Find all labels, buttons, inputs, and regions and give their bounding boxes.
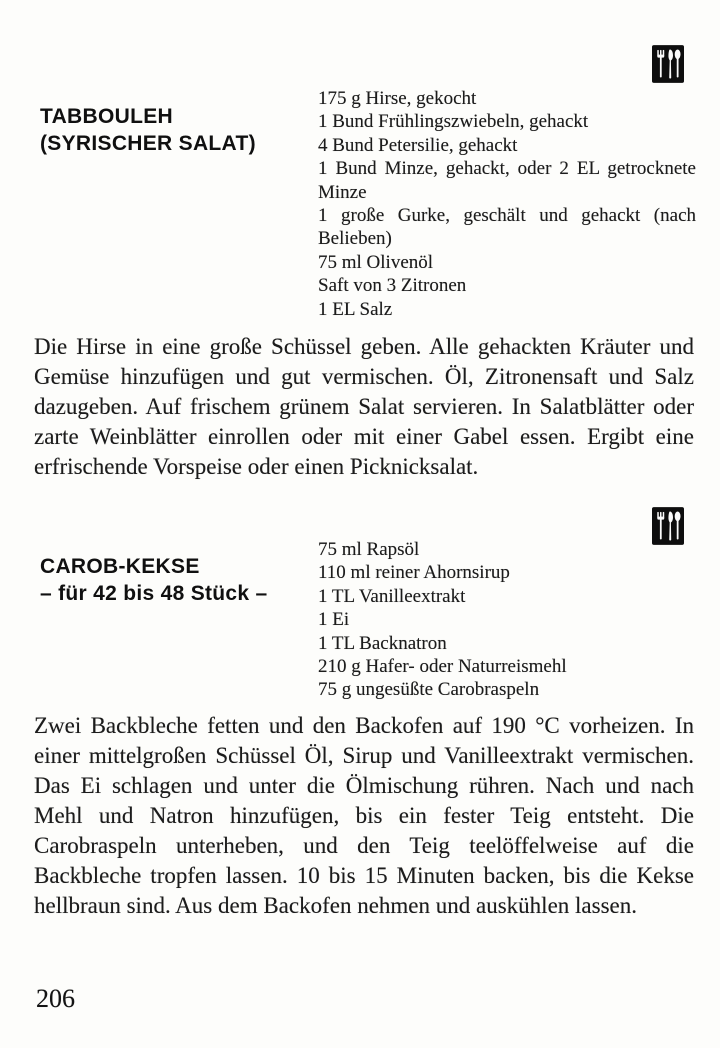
ingredient-item: 1 TL Backnatron — [318, 632, 447, 654]
ingredients-list — [318, 538, 696, 702]
recipe-title-carob-kekse — [40, 553, 312, 607]
ingredient-item: 210 g Hafer- oder Naturreismehl — [318, 656, 567, 678]
ingredient-item: 175 g Hirse, gekocht — [318, 88, 477, 109]
ingredient-item: 75 ml Olivenöl — [318, 251, 434, 273]
ingredient-item: 1 große Gurke, geschält und gehackt (nach Belieben) — [318, 205, 696, 250]
recipe-title-line: TABBOULEH — [40, 105, 173, 129]
recipe-title-line: CAROB-KEKSE — [40, 555, 200, 579]
ingredient-item: 4 Bund Petersilie, gehackt — [318, 134, 518, 156]
ingredient-item: 75 ml Rapsöl — [318, 539, 420, 560]
ingredient-item: Saft von 3 Zitronen — [318, 275, 467, 297]
recipe-instructions: Zwei Backbleche fetten und den Backofen auf 190 °C vorheizen. In einer mittelgroßen Schüssel Öl, Sirup und Vanilleextrakt vermischen. Das Ei schlagen und unter die Ölmischung rühren. Nach und nach Mehl und Natron hinzufügen, bis ein fester Teig entsteht. Die Carobraspeln unterheben, und den Teig teelöffelweise auf die Backbleche tropfen lassen. 10 bis 15 Minuten backen, bis die Kekse hellbraun sind. Aus dem Backofen nehmen und auskühlen lassen. — [34, 713, 694, 918]
ingredient-item: 1 TL Vanilleextrakt — [318, 585, 466, 607]
ingredients-list — [318, 87, 696, 321]
recipe-subtitle-line: (SYRISCHER SALAT) — [40, 132, 256, 156]
ingredient-item: 110 ml reiner Ahornsirup — [318, 562, 510, 584]
page-number: 206 — [36, 984, 75, 1013]
ingredient-item: 1 Bund Minze, gehackt, oder 2 EL getrocknete Minze — [318, 158, 696, 203]
ingredient-item: 1 Ei — [318, 609, 350, 631]
ingredient-item: 1 Bund Frühlingszwiebeln, gehackt — [318, 111, 589, 133]
recipe-title-tabbouleh — [40, 103, 312, 157]
ingredient-item: 75 g ungesüßte Carobraspeln — [318, 679, 540, 701]
cutlery-icon — [652, 45, 684, 83]
ingredient-item: 1 EL Salz — [318, 298, 393, 320]
recipe-yield-line: – für 42 bis 48 Stück – — [40, 582, 268, 606]
recipe-instructions: Die Hirse in eine große Schüssel geben. Alle gehackten Kräuter und Gemüse hinzufügen und gut vermischen. Öl, Zitronensaft und Salz dazugeben. Auf frischem grünem Salat servieren. In Salatblätter oder zarte Weinblätter einrollen oder mit einer Gabel essen. Ergibt eine erfrischende Vorspeise oder einen Picknicksalat. — [34, 334, 694, 479]
